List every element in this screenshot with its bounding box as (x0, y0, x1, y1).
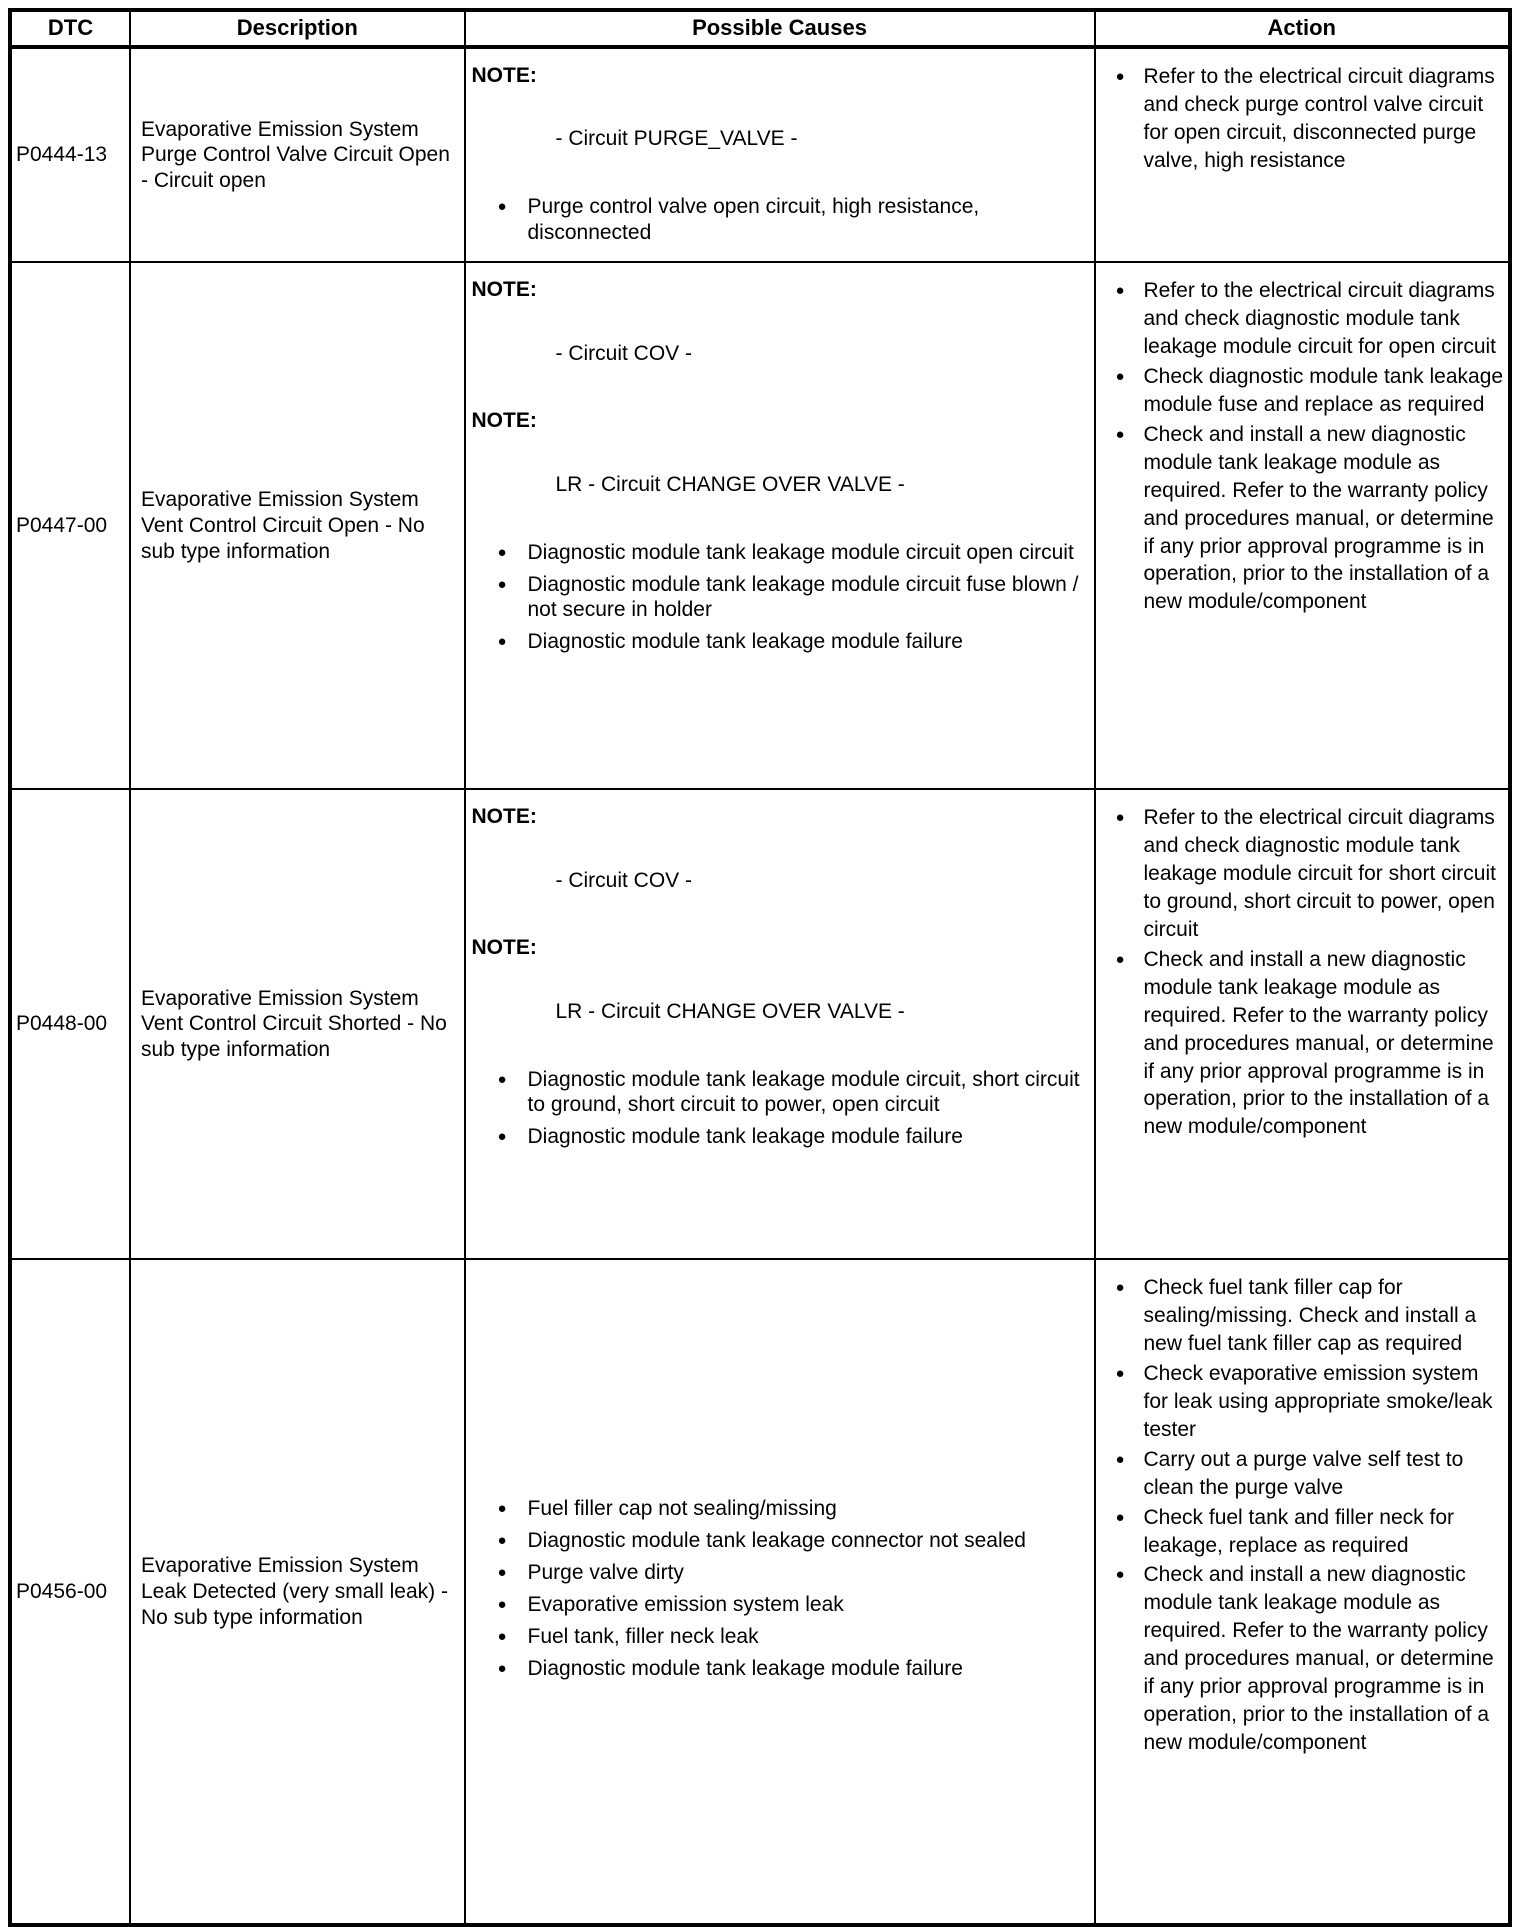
note-block (472, 804, 1086, 893)
action-item (1110, 1561, 1505, 1756)
table-header-row (10, 10, 1510, 47)
note-label: NOTE: (471, 63, 537, 87)
action-cell (1095, 789, 1511, 1259)
action-item (1110, 804, 1505, 944)
cause-item-text: Fuel filler cap not sealing/missing (527, 1496, 837, 1520)
cause-item-text: Diagnostic module tank leakage connector not sealed (527, 1528, 1026, 1552)
action-item-text: Refer to the electrical circuit diagrams and check diagnostic module tank leakage module circuit for open circuit (1143, 279, 1497, 359)
cause-item (472, 1528, 1086, 1554)
description-cell (130, 262, 465, 789)
table-row (10, 1259, 1510, 1925)
note-block (472, 277, 1086, 366)
table-row (10, 262, 1510, 789)
note-block (472, 408, 1086, 497)
cause-item (472, 572, 1086, 623)
bullet-icon: ● (1115, 1279, 1125, 1297)
note-block (472, 935, 1086, 1024)
action-cell (1095, 47, 1511, 262)
cause-item-text: Diagnostic module tank leakage module circuit open circuit (527, 540, 1074, 564)
action-item-text: Carry out a purge valve self test to clean the purge valve (1143, 1447, 1464, 1499)
description-text: Evaporative Emission System Vent Control Circuit Open - No sub type information (141, 488, 425, 563)
table-row (10, 789, 1510, 1259)
bullet-icon: ● (1115, 809, 1125, 827)
cause-item (472, 1560, 1086, 1586)
bullet-icon: ● (497, 1070, 507, 1088)
possible-causes-cell (465, 789, 1095, 1259)
action-item-text: Check and install a new diagnostic module tank leakage module as required. Refer to the warranty policy and procedures manual, or determine if any prior approval programme is in operation, prior to the installation of a new module/component (1143, 1563, 1494, 1755)
bullet-icon: ● (497, 575, 507, 593)
action-item (1110, 1504, 1505, 1560)
dtc-code: P0447-00 (16, 513, 108, 537)
bullet-icon: ● (497, 198, 507, 216)
dtc-cell (10, 789, 130, 1259)
action-item-text: Check evaporative emission system for leak using appropriate smoke/leak tester (1143, 1362, 1493, 1441)
column-header-possible-causes: Possible Causes (465, 10, 1095, 47)
cause-item-text: Purge control valve open circuit, high resistance, disconnected (527, 195, 980, 244)
bullet-icon: ● (1115, 1566, 1125, 1584)
action-item (1110, 63, 1505, 175)
note-label: NOTE: (471, 409, 537, 433)
action-item (1110, 277, 1505, 361)
cause-item-text: Diagnostic module tank leakage module failure (527, 629, 963, 653)
dtc-code: P0456-00 (16, 1579, 108, 1603)
cause-item-text: Fuel tank, filler neck leak (527, 1624, 759, 1648)
bullet-icon: ● (1115, 1365, 1125, 1383)
cause-item (472, 1624, 1086, 1650)
action-item (1110, 1360, 1505, 1444)
note-circuit: - Circuit PURGE_VALVE - (555, 127, 798, 151)
bullet-icon: ● (1115, 1508, 1125, 1526)
description-text: Evaporative Emission System Purge Control Valve Circuit Open - Circuit open (141, 117, 450, 192)
dtc-cell (10, 1259, 130, 1925)
bullet-icon: ● (497, 1127, 507, 1145)
bullet-icon: ● (497, 632, 507, 650)
cause-item (472, 1124, 1086, 1150)
action-item (1110, 1274, 1505, 1358)
bullet-icon: ● (1115, 67, 1125, 85)
action-item-text: Refer to the electrical circuit diagrams and check diagnostic module tank leakage module circuit for short circuit to ground, short circuit to power, open circuit (1143, 806, 1496, 941)
note-circuit: LR - Circuit CHANGE OVER VALVE - (555, 1000, 905, 1024)
cause-item (472, 1067, 1086, 1118)
action-item-text: Check fuel tank filler cap for sealing/missing. Check and install a new fuel tank filler cap as required (1143, 1276, 1477, 1356)
cause-item (472, 1592, 1086, 1618)
possible-causes-cell (465, 262, 1095, 789)
note-label: NOTE: (471, 805, 537, 829)
action-item (1110, 363, 1505, 419)
action-item-text: Refer to the electrical circuit diagrams and check purge control valve circuit for open circuit, disconnected purge valve, high resistance (1143, 64, 1495, 172)
dtc-code: P0448-00 (16, 1012, 108, 1036)
cause-item-text: Diagnostic module tank leakage module failure (527, 1124, 963, 1148)
dtc-cell (10, 47, 130, 262)
description-text: Evaporative Emission System Vent Control Circuit Shorted - No sub type information (141, 986, 447, 1062)
dtc-code: P0444-13 (16, 143, 108, 167)
description-text: Evaporative Emission System Leak Detected (very small leak) - No sub type information (141, 1554, 448, 1629)
cause-item-text: Purge valve dirty (527, 1560, 684, 1584)
description-cell (130, 789, 465, 1259)
bullet-icon: ● (1115, 950, 1125, 968)
note-block (472, 63, 1086, 152)
bullet-icon: ● (497, 1627, 507, 1645)
note-circuit: LR - Circuit CHANGE OVER VALVE - (555, 473, 905, 497)
table-body (10, 47, 1510, 1925)
note-label: NOTE: (471, 278, 537, 302)
cause-item-text: Diagnostic module tank leakage module circuit, short circuit to ground, short circuit to power, open circuit (527, 1067, 1080, 1117)
action-item-text: Check and install a new diagnostic module tank leakage module as required. Refer to the warranty policy and procedures manual, or determine if any prior approval programme is in operation, prior to the installation of a new module/component (1143, 947, 1494, 1139)
cause-item (472, 194, 1086, 245)
bullet-icon: ● (497, 1499, 507, 1517)
cause-item-text: Diagnostic module tank leakage module failure (527, 1656, 963, 1680)
bullet-icon: ● (497, 1531, 507, 1549)
note-label: NOTE: (471, 936, 537, 960)
note-circuit: - Circuit COV - (555, 868, 692, 892)
bullet-icon: ● (497, 1595, 507, 1613)
column-header-action: Action (1095, 10, 1511, 47)
bullet-icon: ● (1115, 425, 1125, 443)
action-item (1110, 946, 1505, 1141)
description-cell (130, 47, 465, 262)
action-item-text: Check fuel tank and filler neck for leakage, replace as required (1143, 1505, 1454, 1557)
bullet-icon: ● (1115, 368, 1125, 386)
action-item-text: Check and install a new diagnostic module tank leakage module as required. Refer to the warranty policy and procedures manual, or determine if any prior approval programme is in operation, prior to the installation of a new module/component (1143, 422, 1494, 614)
bullet-icon: ● (1115, 282, 1125, 300)
bullet-icon: ● (1115, 1450, 1125, 1468)
dtc-cell (10, 262, 130, 789)
bullet-icon: ● (497, 1563, 507, 1581)
note-circuit: - Circuit COV - (555, 341, 692, 365)
possible-causes-cell (465, 47, 1095, 262)
column-header-description: Description (130, 10, 465, 47)
action-item (1110, 1446, 1505, 1502)
action-cell (1095, 262, 1511, 789)
dtc-table (8, 8, 1512, 1927)
possible-causes-cell (465, 1259, 1095, 1925)
cause-item (472, 1656, 1086, 1682)
bullet-icon: ● (497, 543, 507, 561)
description-cell (130, 1259, 465, 1925)
cause-item-text: Evaporative emission system leak (527, 1592, 844, 1616)
action-item (1110, 421, 1505, 616)
bullet-icon: ● (497, 1659, 507, 1677)
cause-item-text: Diagnostic module tank leakage module circuit fuse blown / not secure in holder (527, 572, 1079, 622)
table-row (10, 47, 1510, 262)
cause-item (472, 540, 1086, 566)
action-item-text: Check diagnostic module tank leakage module fuse and replace as required (1143, 365, 1504, 416)
action-cell (1095, 1259, 1511, 1925)
cause-item (472, 629, 1086, 655)
cause-item (472, 1496, 1086, 1522)
column-header-dtc: DTC (10, 10, 130, 47)
